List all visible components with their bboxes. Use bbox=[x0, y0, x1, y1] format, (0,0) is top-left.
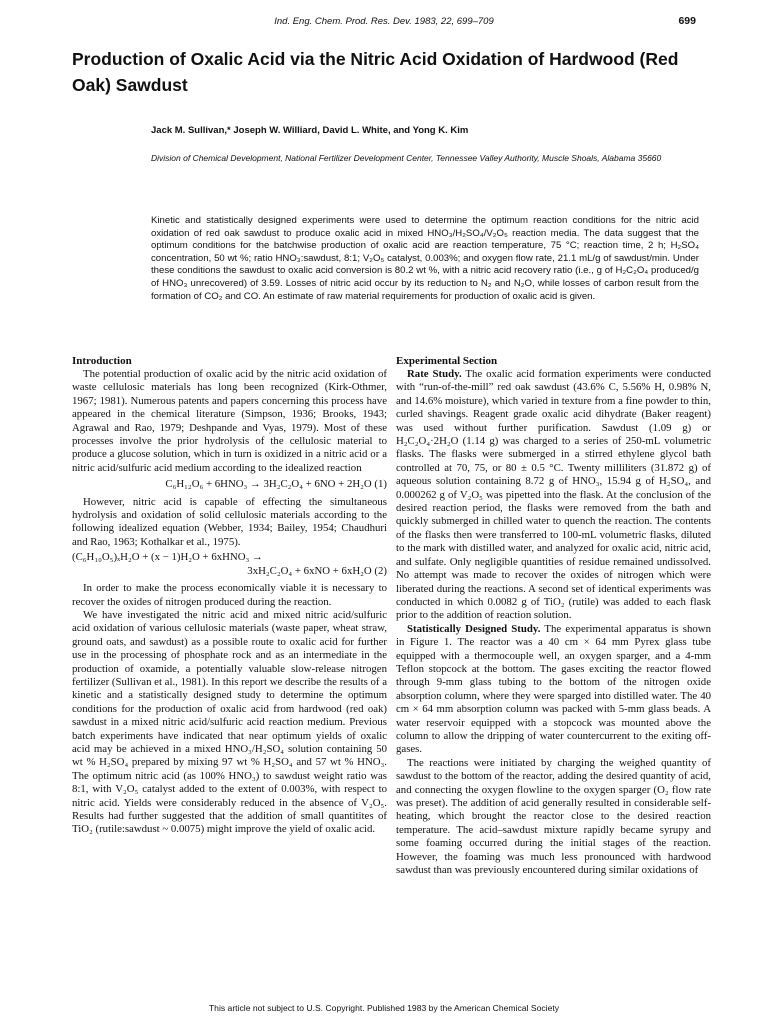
paragraph: The reactions were initiated by charging the weighed quantity of sawdust to the bottom of the reactor, adding the desired quantity of acid, and connecting the oxygen flowline to the oxygen sparger (O₂ flow rate was preset). The addition of acid generally resulted in considerable self-heating, which brought the reactor close to the desired reaction temperature. The acid–sawdust mixture rapidly became syrupy and some foaming occurred during the initial stages of the reaction. However, the foaming was much less pronounced with hardwood sawdust than was previously encountered during similar oxidations of bbox=[396, 756, 711, 877]
paragraph: The potential production of oxalic acid by the nitric acid oxidation of waste cellulosic materials has long been recognized (Kirk-Othmer, 1967; 1981). Numerous patents and papers concerning this process have appeared in the chemical literature (Simpson, 1936; Brooks, 1943; Agrawal and Rao, 1979; Deshpande and Vyas, 1979). Most of these processes involve the prior hydrolysis of the cellulosic material to produce a glucose solution, which in turn is oxidized in a nitric acid or a nitric acid/sulfuric acid medium according to the idealized reaction bbox=[72, 368, 387, 474]
author-list: Jack M. Sullivan,* Joseph W. Williard, David L. White, and Yong K. Kim bbox=[151, 125, 469, 136]
running-header bbox=[70, 16, 698, 27]
equation-2-line-2: 3xH₂C₂O₄ + 6xNO + 6xH₂O (2) bbox=[247, 564, 387, 577]
rate-study-runin: Rate Study. bbox=[407, 368, 462, 380]
paragraph bbox=[396, 623, 711, 757]
page-number: 699 bbox=[678, 15, 696, 27]
rate-study-text: The oxalic acid formation experiments were conducted with “run-of-the-mill” red oak sawdust (43.6% C, 5.56% H, 0.98% N, and 14.6% moisture), which varied in texture from a fine powder to thin, curled shavings. Reagent grade oxalic acid dihydrate (Baker reagent) was used without further purification. Sawdust (1.09 g) or H₂C₂O₄·2H₂O (1.14 g) was charged to a series of 250-mL volumetric flasks. The flasks were submerged in a stirred ethylene glycol bath controlled at 70, 75, or 80 ± 0.5 °C. Twenty milliliters (31.872 g) of aqueous solution containing 8.72 g of HNO₃, 15.94 g of H₂SO₄, and 0.000262 g of V₂O₅ was pipetted into the flask. At the conclusion of the desired reaction period, the flasks were removed from the bath and quickly submerged in chilled water to quench the reaction. The contents of the flasks then were transferred to 100-mL volumetric flasks, diluted to the mark with distilled water, and analyzed for oxalic acid, nitric acid, and sulfate. Only negligible quantities of residue remained undissolved. No attempt was made to recover the oxides of nitrogen which were liberated during the reactions. A second set of identical experiments was conducted in which 0.0082 g of TiO₂ (rutile) was added to each flask prior to the addition of reaction solution. bbox=[396, 368, 711, 622]
statistical-study-text: The experimental apparatus is shown in Figure 1. The reactor was a 40 cm × 64 mm Pyrex glass tube equipped with a thermocouple well, an oxygen sparger, and a 4-mm Teflon stopcock at the bottom. The gases exciting the reactor flowed through 9-mm glass tubing to the bottom of the nitrogen oxide absorption column, where they were sparged into distilled water. The 40 cm × 64 mm absorption column was packed with 5-mm glass beads. A water reservoir equipped with a stopcock was mounted above the column to allow the dripping of water countercurrent to the exiting off-gases. bbox=[396, 622, 711, 756]
paragraph: We have investigated the nitric acid and mixed nitric acid/sulfuric acid oxidation of various cellulosic materials (waste paper, wheat straw, ground oats, and sawdust) as a possible route to oxalic acid for further use in the processing of phosphate rock and as an intermediate in the production of oxamide, a potentially valuable slow-release nitrogen fertilizer (Sullivan et al., 1981). In this report we describe the results of a kinetic and a statistically designed study to determine the optimum conditions for the production of oxalic acid from hardwood (red oak) sawdust in a mixed nitric acid/sulfuric acid reaction medium. Previous batch experiments have indicated that near optimum yields of oxalic acid may be achieved in a mixed HNO₃/H₂SO₄ solution containing 50 wt % H₂SO₄ prepared by mixing 97 wt % H₂SO₄ and 57 wt % HNO₃. The optimum nitric acid (as 100% HNO₃) to sawdust weight ratio was 8:1, with V₂O₅ catalyst added to the extent of 0.003%, with respect to nitric acid. Yields were considerably reduced in the absence of V₂O₅. Results had further suggested that the addition of small quantitites of TiO₂ (rutile:sawdust ~ 0.0075) might improve the yield of oxalic acid. bbox=[72, 608, 387, 836]
journal-citation: Ind. Eng. Chem. Prod. Res. Dev. 1983, 22, 699–709 bbox=[274, 16, 494, 27]
article-title: Production of Oxalic Acid via the Nitric Acid Oxidation of Hardwood (Red Oak) Sawdust bbox=[72, 49, 679, 95]
abstract: Kinetic and statistically designed experiments were used to determine the optimum reaction conditions for the nitric acid oxidation of red oak sawdust to produce oxalic acid in mixed HNO₃/H₂SO₄/V₂O₅ reaction media. The data suggest that the optimum conditions for the batchwise production of oxalic acid are reaction temperature, 75 °C; reaction time, 2 h; H₂SO₄ concentration, 50 wt %; ratio HNO₃:sawdust, 8:1; V₂O₅ catalyst, 0.003%; and oxygen flow rate, 21.1 mL/g of sawdust/min. Under these conditions the sawdust to oxalic acid conversion is 80.2 wt %, with a nitric acid recovery ratio (i.e., g of H₂C₂O₄ produced/g of HNO₃ unrecovered) of 3.59. Losses of nitric acid occur by its reduction to N₂ and N₂O, while losses of carbon result from the formation of CO₂ and CO. An estimate of raw material requirements for production of oxalic acid is given. bbox=[151, 215, 699, 302]
right-column bbox=[396, 354, 711, 877]
equation-2 bbox=[72, 551, 387, 578]
equation-2-line-1: (C₆H₁₀O₅)ₓH₂O + (x − 1)H₂O + 6xHNO₃ → bbox=[72, 551, 263, 564]
introduction-heading: Introduction bbox=[72, 355, 132, 367]
affiliation: Division of Chemical Development, National Fertilizer Development Center, Tennessee Valley Authority, Muscle Shoals, Alabama 35660 bbox=[151, 153, 662, 163]
experimental-heading: Experimental Section bbox=[396, 355, 498, 367]
paragraph bbox=[396, 368, 711, 623]
statistical-study-runin: Statistically Designed Study. bbox=[407, 622, 541, 635]
left-column bbox=[72, 354, 387, 837]
paragraph: In order to make the process economically viable it is necessary to recover the oxides of nitrogen produced during the reaction. bbox=[72, 582, 387, 608]
copyright-footer: This article not subject to U.S. Copyright. Published 1983 by the American Chemical Society bbox=[208, 1003, 560, 1013]
paragraph: However, nitric acid is capable of effecting the simultaneous hydrolysis and oxidation of solid cellulosic materials according to the following idealized equation (Webber, 1934; Bailey, 1954; Chaudhuri and Rao, 1963; Kothalkar et al., 1975). bbox=[72, 495, 387, 548]
equation-1: C₆H₁₂O₆ + 6HNO₃ → 3H₂C₂O₄ + 6NO + 2H₂O (1) bbox=[165, 478, 387, 491]
